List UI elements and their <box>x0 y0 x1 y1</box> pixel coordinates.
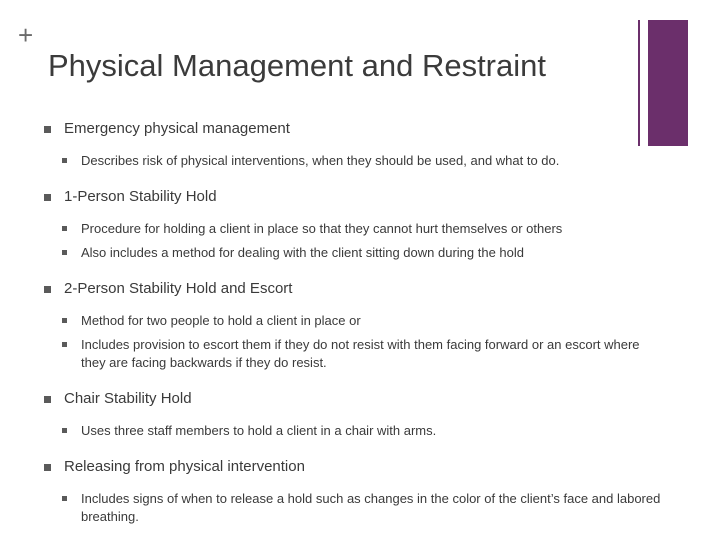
sub-bullet-text: Also includes a method for dealing with the client sitting down during the hold <box>81 245 524 260</box>
bullet-item <box>44 188 664 206</box>
bullet-text: Chair Stability Hold <box>64 390 192 407</box>
slide-title: Physical Management and Restraint <box>48 48 546 83</box>
sub-bullet-text: Includes signs of when to release a hold such as changes in the color of the client’s face and labored breathing. <box>81 491 661 524</box>
square-bullet-icon <box>62 342 67 347</box>
sub-bullet-item <box>44 422 664 440</box>
sub-bullet-list <box>44 152 664 170</box>
bullet-group <box>44 458 664 526</box>
sub-bullet-item <box>44 312 664 330</box>
bullet-group <box>44 390 664 440</box>
sub-bullet-list <box>44 422 664 440</box>
square-bullet-icon <box>62 226 67 231</box>
bullet-list <box>44 120 664 526</box>
sub-bullet-text: Method for two people to hold a client in place or <box>81 313 361 328</box>
sub-bullet-text: Includes provision to escort them if they do not resist with them facing forward or an escort where they are facing backwards if they do resist. <box>81 337 640 370</box>
square-bullet-icon <box>62 496 67 501</box>
square-bullet-icon <box>62 428 67 433</box>
sub-bullet-item <box>44 220 664 238</box>
square-bullet-icon <box>62 158 67 163</box>
square-bullet-icon <box>44 464 51 471</box>
sub-bullet-item <box>44 152 664 170</box>
plus-icon: + <box>18 20 34 50</box>
bullet-group <box>44 120 664 170</box>
sub-bullet-text: Uses three staff members to hold a client in a chair with arms. <box>81 423 437 438</box>
bullet-text: 1-Person Stability Hold <box>64 188 217 205</box>
bullet-text: Emergency physical management <box>64 120 290 137</box>
square-bullet-icon <box>44 194 51 201</box>
square-bullet-icon <box>44 286 51 293</box>
sub-bullet-item <box>44 490 664 526</box>
square-bullet-icon <box>44 126 51 133</box>
bullet-item <box>44 120 664 138</box>
sub-bullet-list <box>44 490 664 526</box>
square-bullet-icon <box>44 396 51 403</box>
sub-bullet-list <box>44 220 664 262</box>
bullet-group <box>44 280 664 372</box>
bullet-text: 2-Person Stability Hold and Escort <box>64 280 293 297</box>
square-bullet-icon <box>62 318 67 323</box>
sub-bullet-item <box>44 244 664 262</box>
sub-bullet-text: Describes risk of physical interventions, when they should be used, and what to do. <box>81 153 560 168</box>
sub-bullet-item <box>44 336 664 372</box>
sub-bullet-text: Procedure for holding a client in place so that they cannot hurt themselves or others <box>81 221 563 236</box>
bullet-item <box>44 458 664 476</box>
square-bullet-icon <box>62 250 67 255</box>
sub-bullet-list <box>44 312 664 372</box>
bullet-text: Releasing from physical intervention <box>64 458 305 475</box>
bullet-item <box>44 280 664 298</box>
bullet-group <box>44 188 664 262</box>
bullet-item <box>44 390 664 408</box>
